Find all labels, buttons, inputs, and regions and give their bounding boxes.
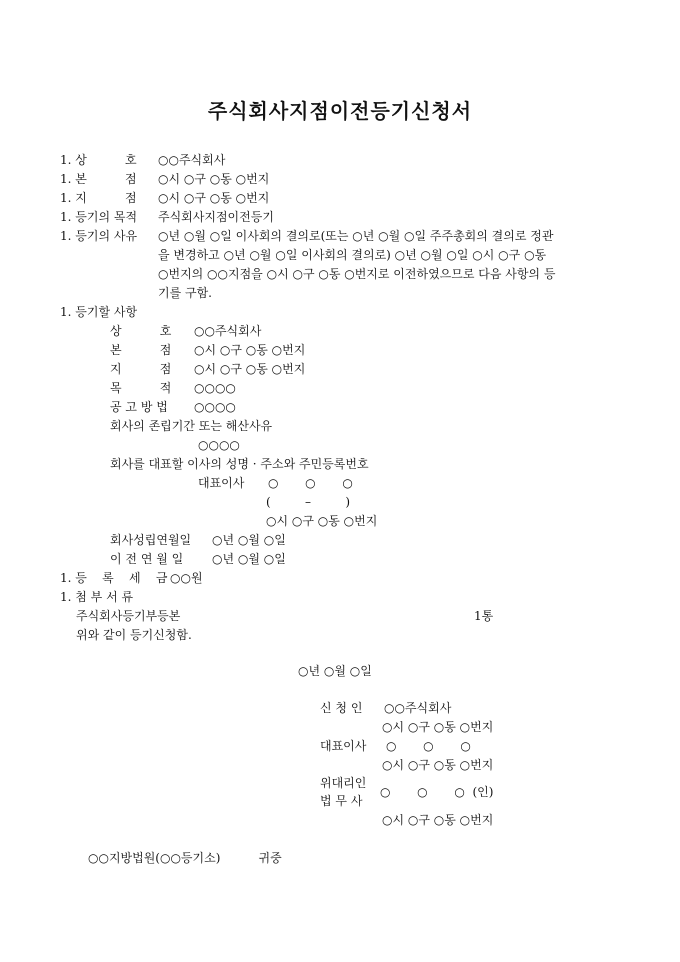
reason-line-3: ○번지의 ○○지점을 ○시 ○구 ○동 ○번지로 이전하였으므로 다음 사항의 등 (158, 267, 556, 281)
reg-objective-value: ○○○○ (194, 381, 236, 395)
reg-duration-value: ○○○○ (198, 438, 240, 452)
company-label: 1. 상 호 (60, 153, 137, 167)
applicant-name: ○○주식회사 (384, 701, 452, 715)
purpose-label: 1. 등기의 목적 (60, 210, 138, 224)
applicant-label: 신 청 인 (320, 701, 363, 715)
reg-objective-label: 목 적 (110, 381, 172, 395)
applicant-rep-name: ○ ○ ○ (386, 739, 471, 753)
reg-representative-label: 회사를 대표할 이사의 성명 · 주소와 주민등록번호 (110, 457, 369, 471)
reg-established-value: ○년 ○월 ○일 (212, 533, 286, 547)
reg-representative-address: ○시 ○구 ○동 ○번지 (266, 514, 378, 528)
applicant-rep-address: ○시 ○구 ○동 ○번지 (382, 758, 494, 772)
reg-representative-name: ○ ○ ○ (268, 476, 353, 490)
reg-representative-title: 대표이사 (198, 476, 245, 490)
reason-line-4: 기를 구함. (158, 286, 212, 300)
company-value: ○○주식회사 (158, 153, 226, 167)
applicant-address: ○시 ○구 ○동 ○번지 (382, 720, 494, 734)
reg-established-label: 회사성립연월일 (110, 533, 192, 547)
register-matters-label: 1. 등기할 사항 (60, 305, 138, 319)
reg-representative-id: ( – ) (266, 495, 351, 509)
reg-company-value: ○○주식회사 (194, 324, 262, 338)
reg-duration-label: 회사의 존립기간 또는 해산사유 (110, 419, 273, 433)
reg-moved-label: 이 전 연 월 일 (110, 552, 184, 566)
reason-line-1: ○년 ○월 ○일 이사회의 결의로(또는 ○년 ○월 ○일 주주총회의 결의로 정관 (158, 229, 554, 243)
tax-value: ○○원 (170, 571, 203, 585)
reg-notice-label: 공 고 방 법 (110, 400, 168, 414)
agent-name-seal: ○ ○ ○ (인) (380, 785, 494, 799)
closing-statement: 위와 같이 등기신청함. (76, 628, 192, 642)
attachments-label: 1. 첨 부 서 류 (60, 590, 134, 604)
reason-label: 1. 등기의 사유 (60, 229, 138, 243)
agent-label-2: 법 무 사 (320, 794, 363, 808)
applicant-rep-label: 대표이사 (320, 739, 367, 753)
reg-moved-value: ○년 ○월 ○일 (212, 552, 286, 566)
reg-notice-value: ○○○○ (194, 400, 236, 414)
recipient-court: ○○지방법원(○○등기소) 귀중 (88, 851, 282, 865)
head-office-label: 1. 본 점 (60, 172, 137, 186)
agent-label-1: 위대리인 (320, 776, 367, 790)
reg-head-office-label: 본 점 (110, 343, 172, 357)
reg-head-office-value: ○시 ○구 ○동 ○번지 (194, 343, 306, 357)
reason-line-2: 을 변경하고 ○년 ○월 ○일 이사회의 결의로) ○년 ○월 ○일 ○시 ○구 ○동 (158, 248, 547, 262)
reg-company-label: 상 호 (110, 324, 172, 338)
attachment-doc: 주식회사등기부등본 (76, 609, 181, 623)
branch-label: 1. 지 점 (60, 191, 137, 205)
reg-branch-value: ○시 ○구 ○동 ○번지 (194, 362, 306, 376)
branch-value: ○시 ○구 ○동 ○번지 (158, 191, 270, 205)
tax-label: 1. 등 록 세 금 (60, 571, 168, 585)
document-title: 주식회사지점이전등기신청서 (207, 99, 473, 123)
purpose-value: 주식회사지점이전등기 (158, 210, 274, 224)
reg-branch-label: 지 점 (110, 362, 172, 376)
agent-address: ○시 ○구 ○동 ○번지 (382, 813, 494, 827)
attachment-count: 1통 (474, 609, 494, 623)
application-date: ○년 ○월 ○일 (298, 664, 372, 678)
head-office-value: ○시 ○구 ○동 ○번지 (158, 172, 270, 186)
